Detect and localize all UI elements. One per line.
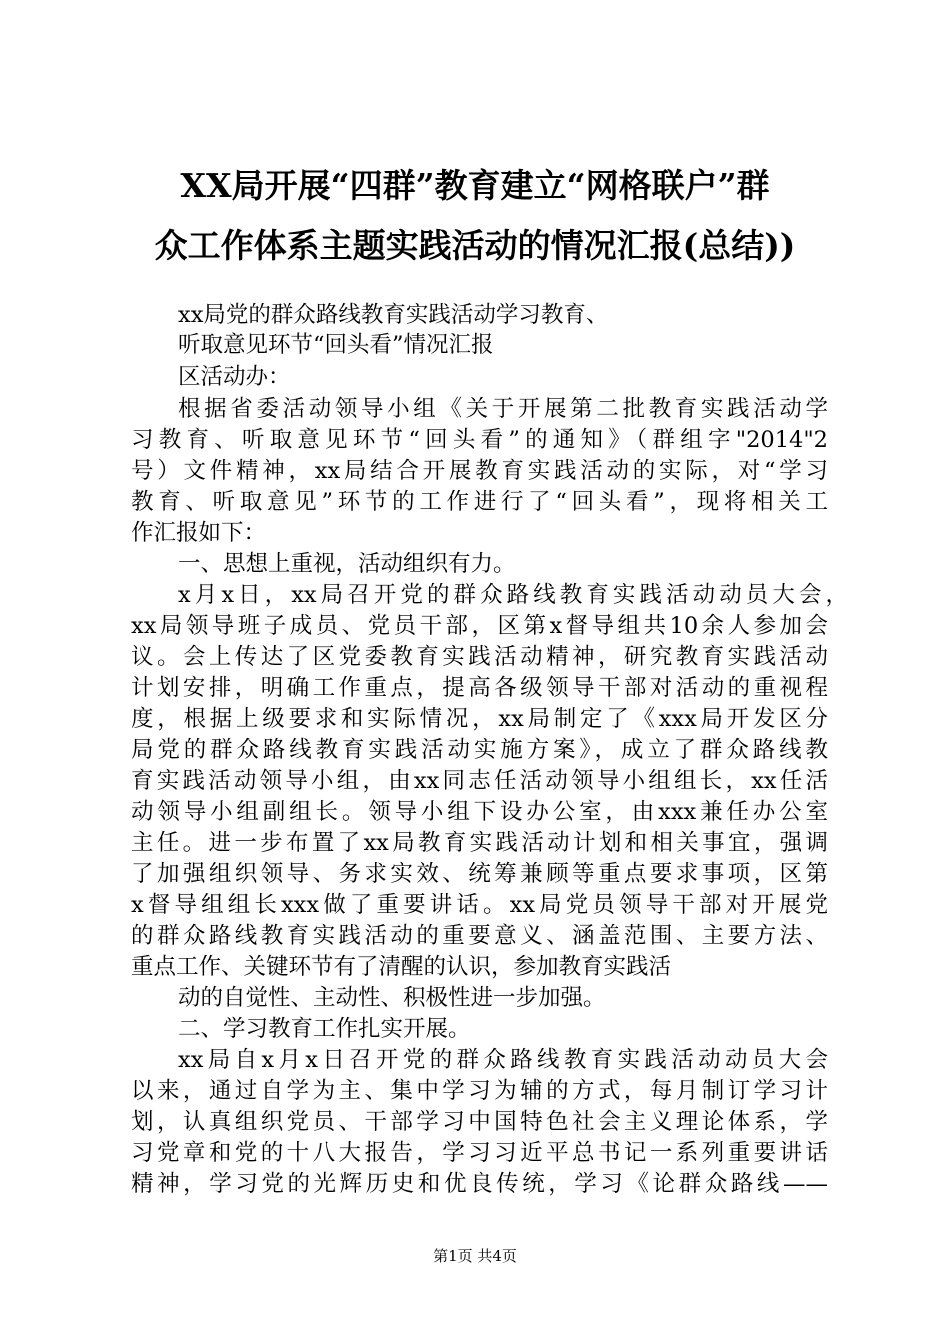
paragraph-line: xx局自x月x日召开党的群众路线教育实践活动动员大会 — [178, 1047, 828, 1073]
salutation: 区活动办： — [178, 364, 291, 390]
section-heading: 一、思想上重视，活动组织有力。 — [178, 551, 516, 577]
paragraph-line: 计划安排，明确工作重点，提高各级领导干部对活动的重视程 — [131, 675, 828, 701]
paragraph-line: 度，根据上级要求和实际情况，xx局制定了《xxx局开发区分 — [131, 706, 828, 732]
document-title-line-1: XX局开展“四群”教育建立“网格联户”群 — [180, 166, 770, 205]
paragraph-line: 精神，学习党的光辉历史和优良传统，学习《论群众路线—— — [131, 1171, 828, 1197]
paragraph-line: 习教育、听取意见环节“回头看”的通知》（群组字"2014"2 — [131, 427, 828, 453]
paragraph-line: 以来，通过自学为主、集中学习为辅的方式，每月制订学习计 — [131, 1078, 828, 1104]
page-number-footer: 第1页 共4页 — [433, 1247, 517, 1265]
paragraph-line: 习党章和党的十八大报告，学习习近平总书记一系列重要讲话 — [131, 1140, 828, 1166]
paragraph-line: xx局领导班子成员、党员干部，区第x督导组共10余人参加会 — [131, 613, 828, 639]
paragraph-line: 的群众路线教育实践活动的重要意义、涵盖范围、主要方法、 — [131, 923, 828, 949]
paragraph-line: x月x日，xx局召开党的群众路线教育实践活动动员大会， — [178, 582, 848, 608]
paragraph-line: 育实践活动领导小组，由xx同志任活动领导小组组长，xx任活 — [131, 768, 828, 794]
subtitle-line: xx局党的群众路线教育实践活动学习教育、 — [178, 302, 609, 328]
paragraph-line: x督导组组长xxx做了重要讲话。xx局党员领导干部对开展党 — [131, 892, 828, 918]
section-heading: 二、学习教育工作扎实开展。 — [178, 1016, 471, 1042]
paragraph-line: 作汇报如下： — [131, 520, 267, 546]
subtitle-line: 听取意见环节“回头看”情况汇报 — [178, 332, 494, 358]
paragraph-line: 了加强组织领导、务求实效、统筹兼顾等重点要求事项，区第 — [131, 861, 828, 887]
document-title-line-2: 众工作体系主题实践活动的情况汇报(总结)) — [154, 226, 796, 265]
paragraph-line: 教育、听取意见”环节的工作进行了“回头看”，现将相关工 — [131, 489, 828, 515]
paragraph-line: 动的自觉性、主动性、积极性进一步加强。 — [178, 985, 606, 1011]
paragraph-line: 划，认真组织党员、干部学习中国特色社会主义理论体系，学 — [131, 1109, 828, 1135]
paragraph-line: 局党的群众路线教育实践活动实施方案》，成立了群众路线教 — [131, 737, 828, 763]
paragraph-line: 重点工作、关键环节有了清醒的认识，参加教育实践活 — [131, 954, 672, 980]
paragraph-line: 号）文件精神，xx局结合开展教育实践活动的实际，对“学习 — [131, 458, 828, 484]
paragraph-line: 主任。进一步布置了xx局教育实践活动计划和相关事宜，强调 — [131, 830, 828, 856]
paragraph-line: 根据省委活动领导小组《关于开展第二批教育实践活动学 — [178, 396, 828, 422]
paragraph-line: 议。会上传达了区党委教育实践活动精神，研究教育实践活动 — [131, 644, 828, 670]
paragraph-line: 动领导小组副组长。领导小组下设办公室，由xxx兼任办公室 — [131, 799, 828, 825]
